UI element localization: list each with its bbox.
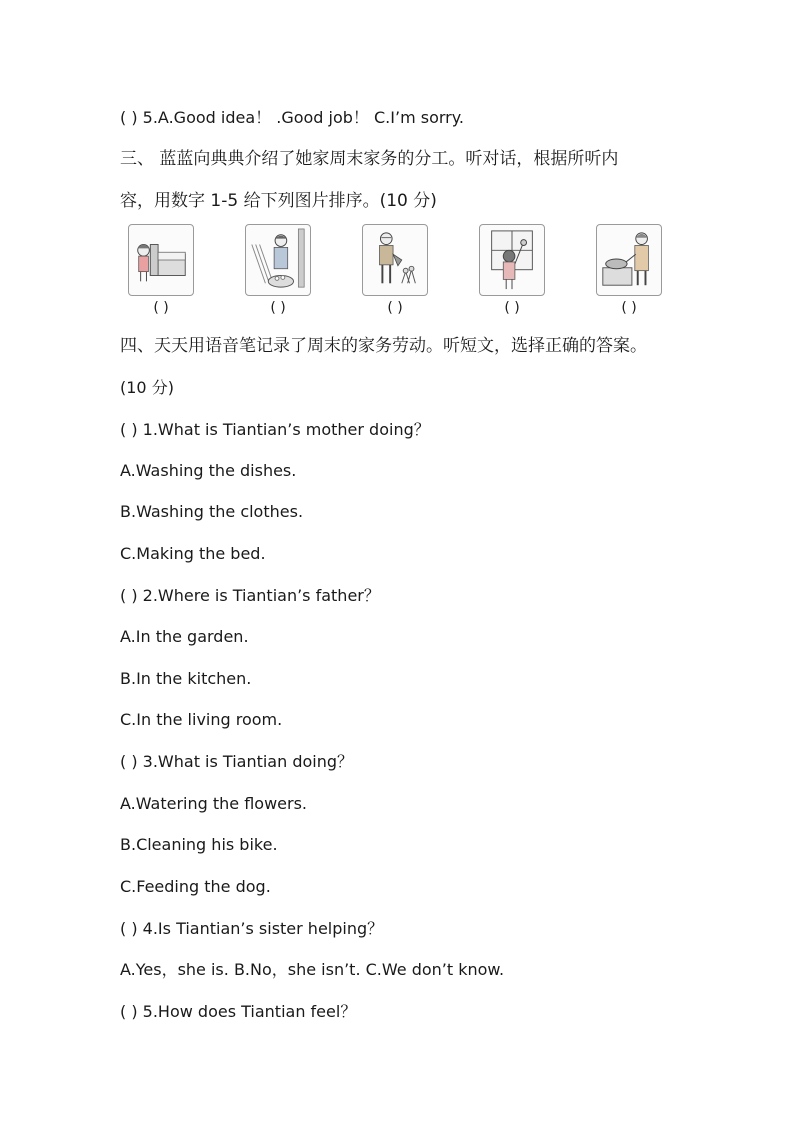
girl-making-bed-icon [128,224,194,296]
grandma-cooking-icon [596,224,662,296]
picture-1-blank[interactable]: ( ) [153,300,169,316]
section-4-instruction-line2: (10 分) [120,378,174,397]
question-1-option-a: A.Washing the dishes. [120,461,297,480]
question-4-options: A.Yes，she is. B.No，she isn’t. C.We don’t know. [120,960,505,979]
question-2-option-b: B.In the kitchen. [120,669,252,688]
question-3: ( ) 3.What is Tiantian doing？ [120,752,354,771]
section-3-instruction-line1: 三、 蓝蓝向典典介绍了她家周末家务的分工。听对话，根据所听内 [120,149,619,169]
question-2-option-c: C.In the living room. [120,710,283,729]
question-1-option-b: B.Washing the clothes. [120,502,304,521]
question-1-option-c: C.Making the bed. [120,544,266,563]
question-3-option-b: B.Cleaning his bike. [120,835,278,854]
picture-2-blank[interactable]: ( ) [270,300,286,316]
picture-5-blank[interactable]: ( ) [621,300,637,316]
grandpa-watering-flowers-icon [362,224,428,296]
question-1: ( ) 1.What is Tiantian’s mother doing？ [120,420,430,439]
question-5-prev: ( ) 5.A.Good idea！ .Good job！ C.I’m sorry. [120,108,465,127]
picture-row [0,224,794,320]
question-4: ( ) 4.Is Tiantian’s sister helping？ [120,919,384,938]
man-washing-clothes-icon [245,224,311,296]
question-3-option-c: C.Feeding the dog. [120,877,271,896]
question-3-option-a: A.Watering the flowers. [120,794,308,813]
question-5: ( ) 5.How does Tiantian feel？ [120,1002,357,1021]
picture-4-blank[interactable]: ( ) [504,300,520,316]
section-3-instruction-line2: 容，用数字 1-5 给下列图片排序。(10 分) [120,191,437,211]
girl-cleaning-window-icon [479,224,545,296]
question-2-option-a: A.In the garden. [120,627,249,646]
question-2: ( ) 2.Where is Tiantian’s father？ [120,586,380,605]
section-4-instruction-line1: 四、天天用语音笔记录了周末的家务劳动。听短文，选择正确的答案。 [120,336,647,356]
picture-3-blank[interactable]: ( ) [387,300,403,316]
